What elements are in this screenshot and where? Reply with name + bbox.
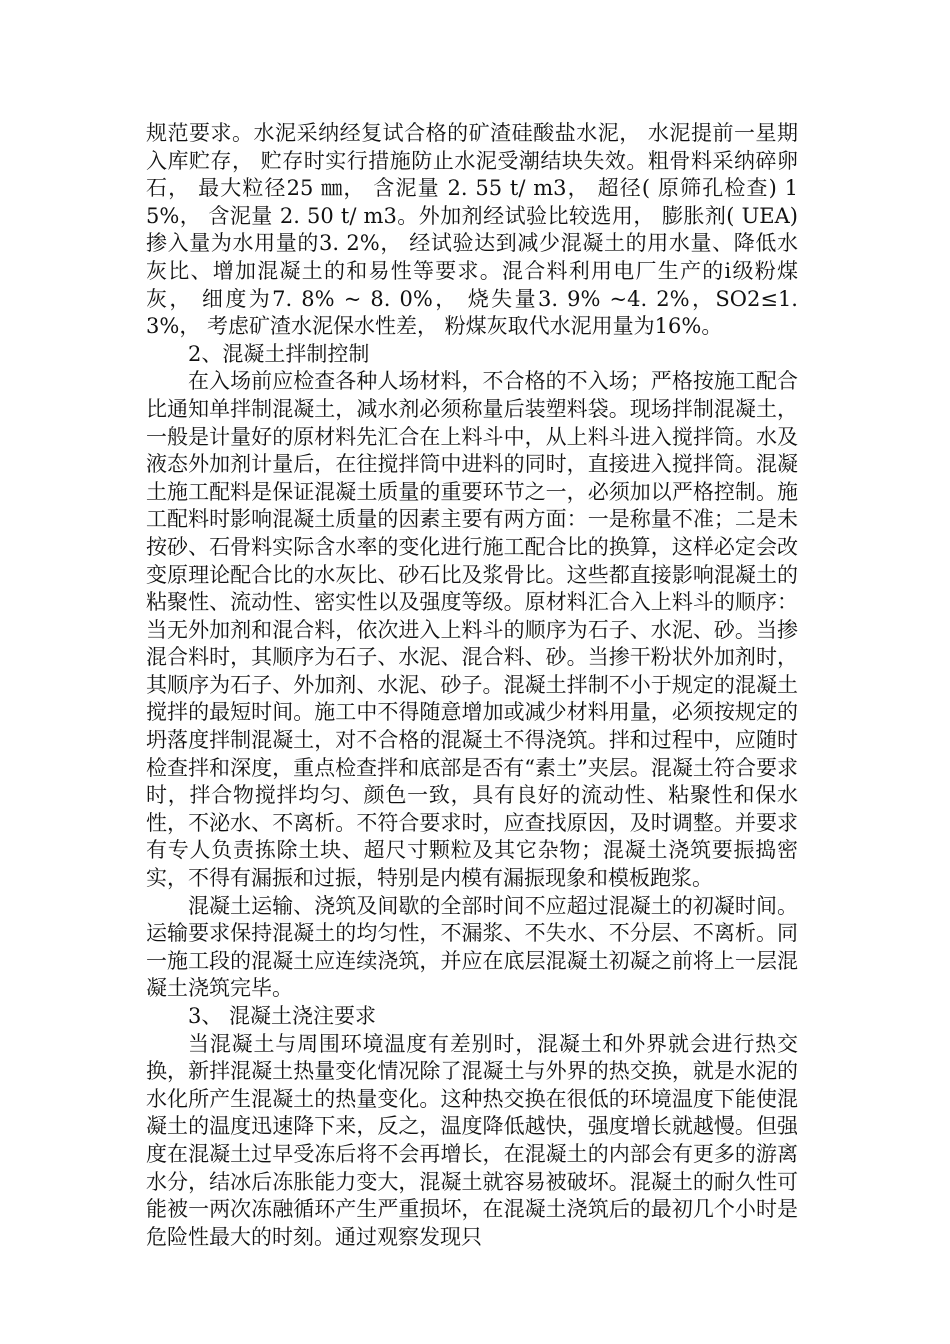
document-page	[146, 120, 798, 1251]
paragraph-pouring-requirements: 当混凝土与周围环境温度有差别时，混凝土和外界就会进行热交换，新拌混凝土热量变化情况除了混凝土与外界的热交换，就是水泥的水化所产生混凝土的热量变化。这种热交换在很低的环境温度下能使混凝土的温度迅速降下来，反之，温度降低越快，强度增长就越慢。但强度在混凝土过早受冻后将不会再增长，在混凝土的内部会有更多的游离水分，结冰后冻胀能力变大，混凝土就容易被破坏。混凝土的耐久性可能被一两次冻融循环产生严重损坏，在混凝土浇筑后的最初几个小时是危险性最大的时刻。通过观察发现只	[146, 1031, 798, 1249]
section-heading-mixing-control: 2、混凝土拌制控制	[188, 341, 370, 366]
paragraph-mixing-control: 在入场前应检查各种人场材料，不合格的不入场；严格按施工配合比通知单拌制混凝土，减水剂必须称量后装塑料袋。现场拌制混凝土，一般是计量好的原材料先汇合在上料斗中，从上料斗进入搅拌筒。水及液态外加剂计量后，在往搅拌筒中进料的同时，直接进入搅拌筒。混凝土施工配料是保证混凝土质量的重要环节之一，必须加以严格控制。施工配料时影响混凝土质量的因素主要有两方面：一是称量不准；二是未按砂、石骨料实际含水率的变化进行施工配合比的换算，这样必定会改变原理论配合比的水灰比、砂石比及浆骨比。这些都直接影响混凝土的粘聚性、流动性、密实性以及强度等级。原材料汇合入上料斗的顺序：当无外加剂和混合料，依次进入上料斗的顺序为石子、水泥、砂。当掺混合料时，其顺序为石子、水泥、混合料、砂。当掺干粉状外加剂时，其顺序为石子、外加剂、水泥、砂子。混凝土拌制不小于规定的混凝土搅拌的最短时间。施工中不得随意增加或减少材料用量，必须按规定的坍落度拌制混凝土，对不合格的混凝土不得浇筑。拌和过程中，应随时检查拌和深度，重点检查拌和底部是否有“素土”夹层。混凝土符合要求时，拌合物搅拌均匀、颜色一致，具有良好的流动性、粘聚性和保水性，不泌水、不离析。不符合要求时，应查找原因，及时调整。并要求有专人负责拣除土块、超尺寸颗粒及其它杂物；混凝土浇筑要振捣密实，不得有漏振和过振，特别是内模有漏振现象和模板跑浆。	[146, 369, 798, 891]
section-heading-pouring-requirements: 3、 混凝土浇注要求	[188, 1004, 377, 1028]
paragraph-materials: 规范要求。水泥采纳经复试合格的矿渣硅酸盐水泥， 水泥提前一星期入库贮存， 贮存时实行措施防止水泥受潮结块失效。粗骨料采纳碎卵石， 最大粒径25 ㎜， 含泥量 2. 55 t/ m3， 超径( 原筛孔检查) 15%， 含泥量 2. 50 t/ m3。外加剂经试验比较选用， 膨胀剂( UEA) 掺入量为水用量的3. 2%， 经试验达到减少混凝土的用水量、降低水灰比、增加混凝土的和易性等要求。混合料利用电厂生产的ⅰ级粉煤灰， 细度为7. 8% ~ 8. 0%， 烧失量3. 9% ~4. 2%，SO2≤1. 3%， 考虑矿渣水泥保水性差， 粉煤灰取代水泥用量为16%。	[146, 121, 798, 339]
paragraph-transport: 混凝土运输、浇筑及间歇的全部时间不应超过混凝土的初凝时间。运输要求保持混凝土的均匀性，不漏浆、不失水、不分层、不离析。同一施工段的混凝土应连续浇筑，并应在底层混凝土初凝之前将上一层混凝土浇筑完毕。	[146, 893, 798, 1001]
